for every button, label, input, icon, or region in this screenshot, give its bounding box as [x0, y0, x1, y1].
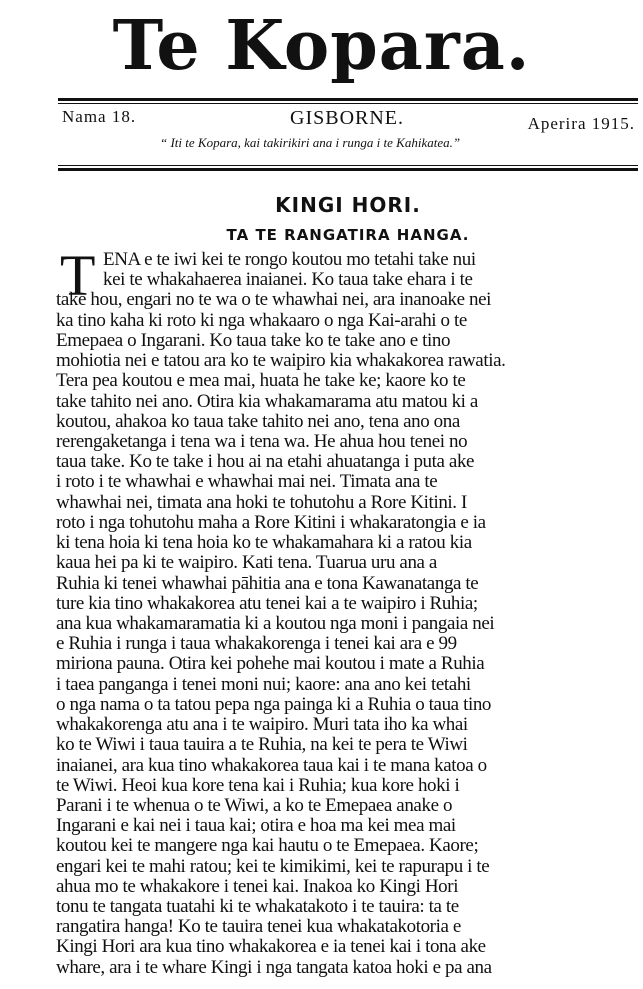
- body-line: whare, ara i te whare Kingi i nga tangata katoa hoki e pa ana: [56, 957, 492, 978]
- body-line: Kingi Hori ara kua tino whakakorea e ia tenei kai i tona ake: [56, 937, 486, 958]
- body-line: Ingarani e kai nei i taua kai; otira e hoa ma kei mea mai: [56, 816, 456, 837]
- body-line: miriona pauna. Otira kei pohehe mai koutou i mate a Ruhia: [56, 654, 485, 675]
- body-line: rerengaketanga i tena wa i tena wa. He ahua hou tenei no: [56, 431, 468, 452]
- issue-date: Aperira 1915.: [527, 114, 635, 133]
- body-line: Tera pea koutou e mea mai, huata he take ke; kaore ko te: [56, 371, 466, 392]
- drop-cap: T: [60, 243, 96, 308]
- body-line: i roto i te whawhai e whawhai mai nei. Timata ana te: [56, 472, 438, 493]
- body-line: ture kia tino whakakorea atu tenei kai a te waipiro i Ruhia;: [56, 593, 478, 614]
- body-line: kei te whakahaerea inaianei. Ko taua take ehara i te: [103, 270, 473, 291]
- masthead-rule-top: [58, 98, 638, 101]
- body-line: ENA e te iwi kei te rongo koutou mo tetahi take nui: [103, 250, 476, 270]
- body-line: koutou kei te mangere nga kai hautu o te Emepaea. Kaore;: [56, 836, 479, 857]
- body-line: te Wiwi. Heoi kua kore tena kai i Ruhia; kua kore hoki i: [56, 775, 460, 796]
- body-line: o nga nama o ta tatou pepa nga painga ki a Ruhia o taua tino: [56, 694, 492, 715]
- body-line: ana kua whakamaramatia ki a koutou nga moni i pangaia nei: [56, 613, 495, 634]
- body-line: i taea panganga i tenei moni nui; kaore: ana ano kei tetahi: [56, 674, 471, 695]
- body-line: take hou, engari no te wa o te whawhai nei, ara inanoake nei: [56, 290, 491, 311]
- body-line: engari kei te mahi ratou; kei te kimikimi, kei te rapurapu i te: [56, 856, 490, 877]
- article-subhead: TA TE RANGATIRA HANGA.: [226, 226, 470, 244]
- body-line: tonu te tangata tuatahi ki te whakatakoto i te tauira: ta te: [56, 897, 459, 918]
- body-line: ko te Wiwi i taua tauira a te Ruhia, na kei te pera te Wiwi: [56, 735, 468, 756]
- masthead-title: Te Kopara.: [112, 6, 531, 86]
- body-line: Ruhia ki tenei whawhai pāhitia ana e tona Kawanatanga te: [56, 573, 479, 594]
- masthead-rule-top-thin: [58, 103, 638, 104]
- body-line: ki tena hoia ki tena hoia ko te whakamahara ki a ratou kia: [56, 533, 472, 554]
- body-line: whawhai nei, timata ana hoki te tohutohu a Rore Kitini. I: [56, 492, 467, 513]
- body-line: Emepaea o Ingarani. Ko taua take ko te take ano e tino: [56, 330, 451, 351]
- body-line: rangatira hanga! Ko te tauira tenei kua whakatakotoria e: [56, 917, 461, 938]
- article-headline: KINGI HORI.: [275, 193, 421, 217]
- body-line: koutou, ahakoa ko taua take tahito nei ano, tena ano ona: [56, 411, 460, 432]
- body-line: ka tino kaha ki roto ki nga whakaaro o nga Kai-arahi o te: [56, 310, 467, 331]
- motto: “ Iti te Kopara, kai takirikiri ana i runga i te Kahikatea.”: [160, 135, 461, 150]
- body-line: taua take. Ko te take i hou ai na etahi ahuatanga i puta ake: [56, 452, 475, 473]
- body-line: take tahito nei ano. Otira kia whakamarama atu matou ki a: [56, 391, 478, 412]
- body-line: kaua hei pa ki te waipiro. Kati tena. Tuarua uru ana a: [56, 553, 437, 574]
- place-name: GISBORNE.: [290, 107, 405, 129]
- header-rule-thin: [58, 165, 638, 166]
- issue-number: Nama 18.: [62, 107, 137, 126]
- body-line: mohiotia nei e tatou ara ko te waipiro kia whakakorea rawatia.: [56, 351, 506, 372]
- body-line: whakakorenga atu ana i te waipiro. Muri tata iho ka whai: [56, 715, 468, 736]
- body-line: ahua mo te whakakore i tenei kai. Inakoa ko Kingi Hori: [56, 876, 459, 897]
- body-line: roto i nga tohutohu maha a Rore Kitini i whakaratongia e ia: [56, 512, 486, 533]
- body-line: e Ruhia i runga i taua whakakorenga i tenei kai ara e 99: [56, 634, 457, 655]
- header-rule-bottom: [58, 168, 638, 171]
- body-line: Parani i te whenua o te Wiwi, a ko te Emepaea anake o: [56, 795, 453, 816]
- body-line: inaianei, ara kua tino whakakorea taua kai i te mana katoa o: [56, 755, 487, 776]
